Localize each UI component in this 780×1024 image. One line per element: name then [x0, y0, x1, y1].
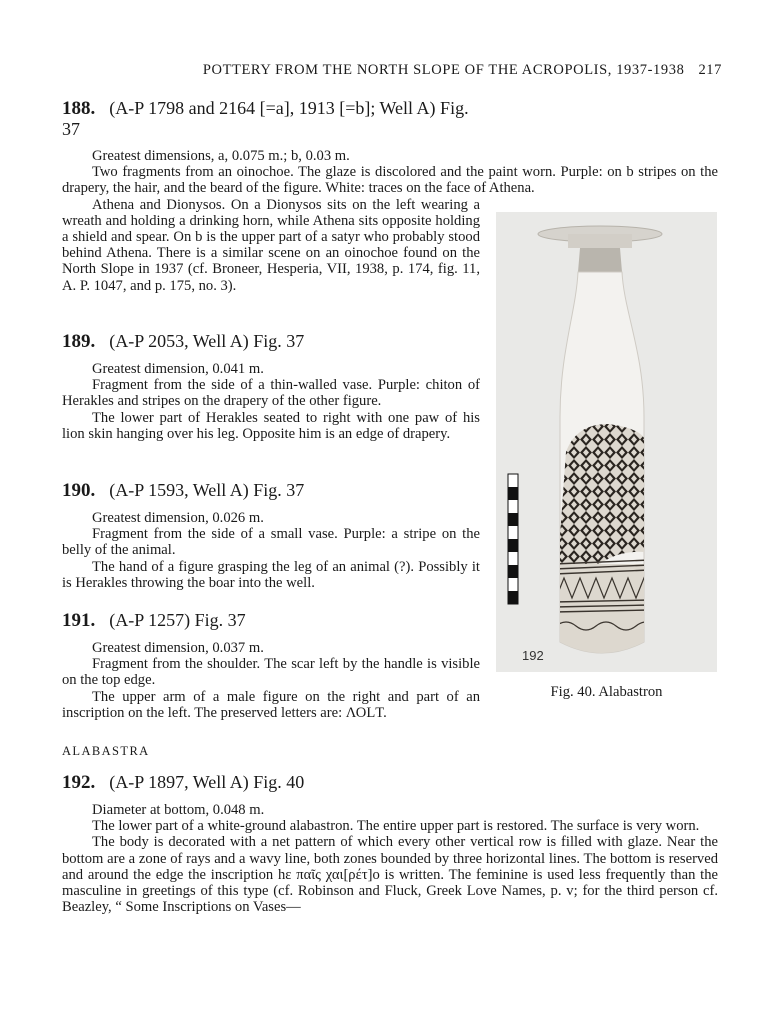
section-heading: ALABASTRA: [62, 744, 150, 758]
entry-description: Fragment from the side of a thin-walled vase. Purple: chiton of Herakles and stripes on the drapery of the other figure.: [62, 377, 480, 410]
running-header: [0, 62, 722, 79]
entry-scene: The upper arm of a male figure on the right and part of an inscription on the left. The preserved letters are: ΛΟLΤ.: [62, 688, 480, 721]
catalogue-entry-191: [62, 610, 480, 721]
figure-caption: Fig. 40. Alabastron: [550, 684, 663, 700]
entry-reference: (A-P 1257) Fig. 37: [109, 610, 246, 630]
entry-reference: (A-P 1798 and 2164 [=a], 1913 [=b]; Well A) Fig. 37: [62, 98, 469, 139]
alabastron-illustration: [496, 212, 717, 672]
scale-bar: [508, 474, 518, 604]
entry-heading: [62, 772, 718, 793]
entry-dimensions: Greatest dimension, 0.026 m.: [92, 510, 264, 526]
entry-scene: Athena and Dionysos. On a Dionysos sits on the left wearing a wreath and holding a drinking horn, while Athena sits opposite holding a shield and spear. On b is the upper part of a satyr who probably stood behind Athena. There is a similar scene on an oinochoe found on the North Slope in 1937 (cf. Broneer, Hesperia, VII, 1938, p. 174, fig. 11, A. P. 1047, and p. 175, no. 3).: [62, 196, 480, 294]
entry-reference: (A-P 2053, Well A) Fig. 37: [109, 331, 305, 351]
entry-number: 190.: [62, 480, 96, 501]
entry-number: 192.: [62, 772, 96, 793]
entry-scene: The hand of a figure grasping the leg of an animal (?). Possibly it is Herakles throwing the boar into the well.: [62, 558, 480, 591]
catalogue-entry-190: [62, 480, 480, 591]
entry-dimensions: Greatest dimension, 0.037 m.: [92, 640, 264, 656]
entry-reference: (A-P 1593, Well A) Fig. 37: [109, 480, 305, 500]
figure-object-number: 192: [522, 648, 544, 663]
alabastron-photo: [496, 212, 717, 672]
entry-reference: (A-P 1897, Well A) Fig. 40: [109, 772, 305, 792]
entry-dimensions: Greatest dimension, 0.041 m.: [92, 361, 264, 377]
catalogue-entry-192: [62, 772, 718, 915]
entry-description: Fragment from the shoulder. The scar left by the handle is visible on the top edge.: [62, 656, 480, 689]
entry-heading: [62, 331, 480, 352]
catalogue-entry-189: [62, 331, 480, 442]
entry-heading: [62, 98, 480, 139]
page-number: 217: [698, 62, 722, 78]
entry-decoration: The body is decorated with a net pattern of which every other vertical row is filled with glaze. Near the bottom are a zone of rays and a wavy line, both zones bounded by three horizontal lines. The bottom is reserved and around the edge the inscription hε παῖς χαι[ρέτ]ο is written. The feminine is used less frequently than the masculine in greetings of this type (cf. Robinson and Fluck, Greek Love Names, p. v; for the third person cf. Beazley, “ Some Inscriptions on Vases—: [62, 834, 718, 916]
catalogue-entry-188: [62, 98, 718, 294]
entry-dimensions: Diameter at bottom, 0.048 m.: [92, 802, 265, 818]
entry-description: The lower part of a white-ground alabastron. The entire upper part is restored. The surface is very worn.: [92, 818, 700, 835]
entry-heading: [62, 610, 480, 631]
entry-scene: The lower part of Herakles seated to right with one paw of his lion skin hanging over his leg. Opposite him is an edge of drapery.: [62, 409, 480, 442]
running-title: POTTERY FROM THE NORTH SLOPE OF THE ACROPOLIS, 1937-1938: [202, 62, 685, 78]
entry-number: 191.: [62, 610, 96, 631]
entry-description: Fragment from the side of a small vase. Purple: a stripe on the belly of the animal.: [62, 526, 480, 559]
entry-number: 189.: [62, 331, 96, 352]
entry-description: Two fragments from an oinochoe. The glaze is discolored and the paint worn. Purple: on b stripes on the drapery, the hair, and the beard of the figure. White: traces on the face of Athena.: [62, 164, 718, 197]
entry-number: 188.: [62, 98, 96, 119]
entry-dimensions: Greatest dimensions, a, 0.075 m.; b, 0.03 m.: [92, 148, 350, 164]
entry-heading: [62, 480, 480, 501]
